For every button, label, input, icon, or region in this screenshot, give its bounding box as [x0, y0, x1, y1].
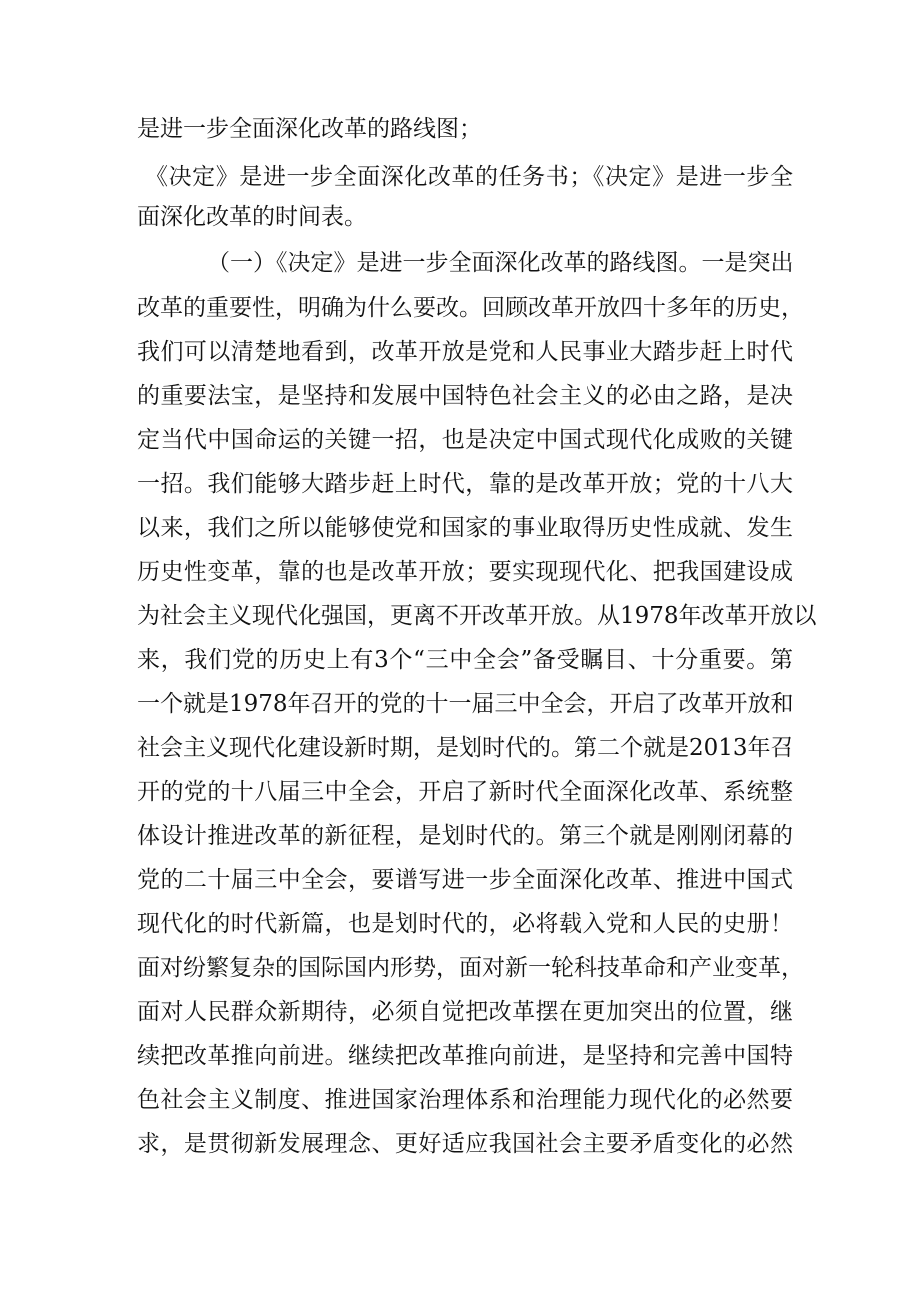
text-line-10: 以来，我们之所以能够使党和国家的事业取得历史性成就、发生 [137, 515, 793, 541]
text-line-22: 续把改革推向前进。继续把改革推向前进，是坚持和完善中国特 [137, 1043, 793, 1069]
text-line-13: 来，我们党的历史上有3个“三中全会”备受瞩目、十分重要。第 [137, 647, 793, 673]
text-line-11: 历史性变革，靠的也是改革开放；要实现现代化、把我国建设成 [137, 559, 793, 585]
text-line-4: （一）《决定》是进一步全面深化改革的路线图。一是突出 [207, 250, 794, 276]
text-line-17: 体设计推进改革的新征程，是划时代的。第三个就是刚刚闭幕的 [137, 823, 793, 849]
text-line-24: 求，是贯彻新发展理念、更好适应我国社会主要矛盾变化的必然 [137, 1131, 793, 1157]
text-line-18: 党的二十届三中全会，要谱写进一步全面深化改革、推进中国式 [137, 867, 793, 893]
text-line-19: 现代化的时代新篇，也是划时代的，必将载入党和人民的史册！ [137, 911, 793, 937]
text-line-20: 面对纷繁复杂的国际国内形势，面对新一轮科技革命和产业变革， [137, 955, 804, 981]
text-line-21: 面对人民群众新期待，必须自觉把改革摆在更加突出的位置，继 [137, 999, 793, 1025]
text-line-7: 的重要法宝，是坚持和发展中国特色社会主义的必由之路，是决 [137, 383, 793, 409]
text-line-8: 定当代中国命运的关键一招，也是决定中国式现代化成败的关键 [137, 427, 793, 453]
text-line-12: 为社会主义现代化强国，更离不开改革开放。从1978年改革开放以 [137, 603, 817, 629]
text-line-5: 改革的重要性，明确为什么要改。回顾改革开放四十多年的历史， [137, 295, 804, 321]
text-line-2: 《决定》是进一步全面深化改革的任务书；《决定》是进一步全 [145, 164, 793, 190]
text-line-14: 一个就是1978年召开的党的十一届三中全会，开启了改革开放和 [137, 691, 794, 717]
text-line-15: 社会主义现代化建设新时期，是划时代的。第二个就是2013年召 [137, 735, 794, 761]
text-line-1: 是进一步全面深化改革的路线图； [137, 116, 482, 142]
text-line-6: 我们可以清楚地看到，改革开放是党和人民事业大踏步赶上时代 [137, 339, 793, 365]
text-line-23: 色社会主义制度、推进国家治理体系和治理能力现代化的必然要 [137, 1087, 793, 1113]
text-line-16: 开的党的十八届三中全会，开启了新时代全面深化改革、系统整 [137, 779, 793, 805]
text-line-9: 一招。我们能够大踏步赶上时代，靠的是改革开放；党的十八大 [137, 471, 793, 497]
text-line-3: 面深化改革的时间表。 [137, 204, 367, 230]
